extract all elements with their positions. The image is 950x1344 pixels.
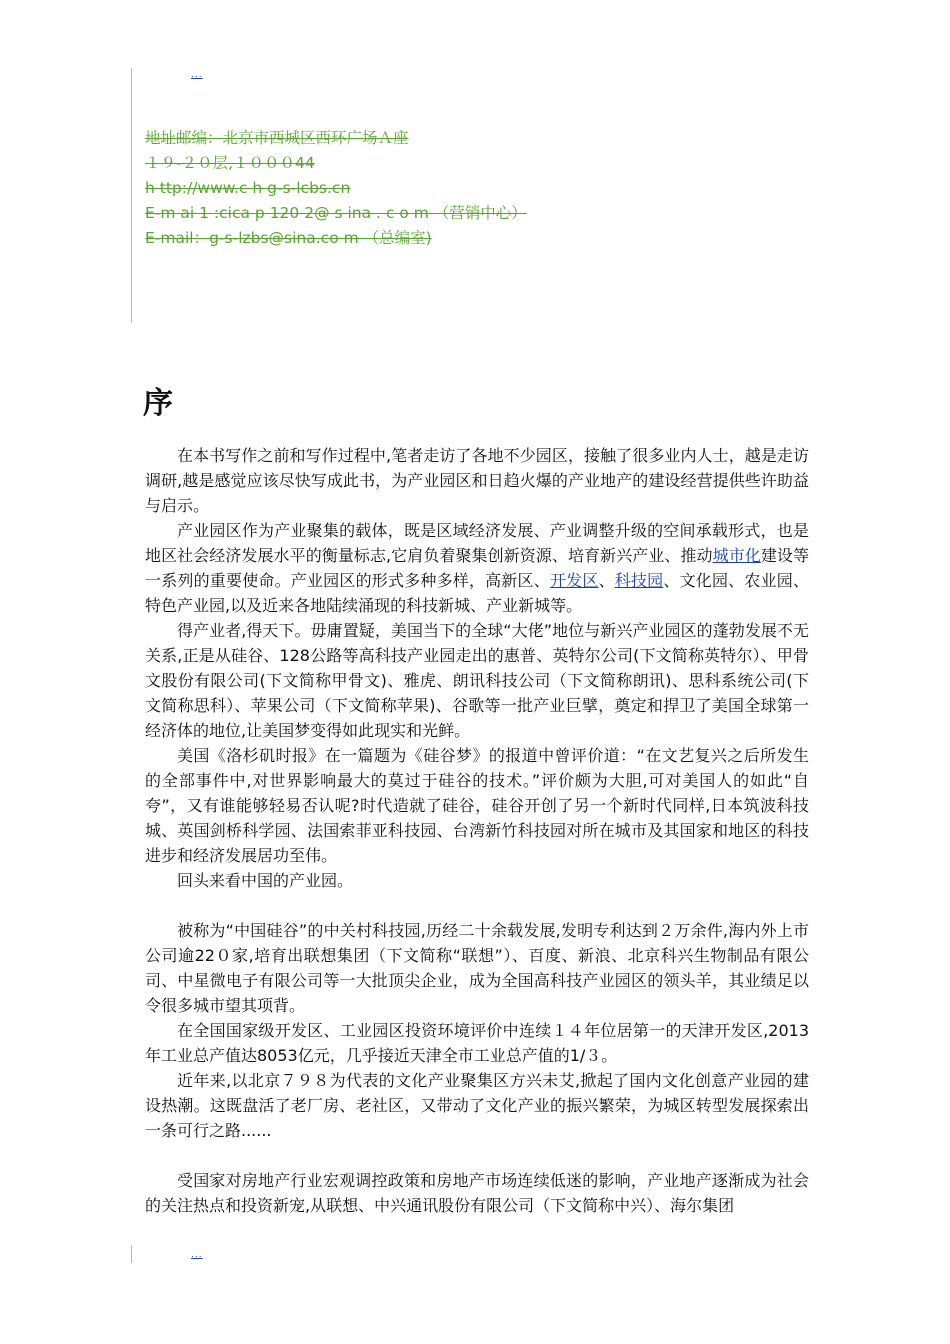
link-development-zone[interactable]: 开发区 [549, 571, 599, 590]
address-line: 地址邮编：北京市西城区西环广场Ａ座 [145, 129, 409, 147]
address-line: １９-２０层,１０００44 [145, 154, 315, 172]
paragraph: 受国家对房地产行业宏观调控政策和房地产市场连续低迷的影响，产业地产逐渐成为社会的关注热点和投资新宠,从联想、中兴通讯股份有限公司（下文简称中兴）、海尔集团 [145, 1171, 809, 1215]
address-line: E-m ai 1 :cica p 120 2@ s ina . c o m （营销中心） [145, 204, 527, 222]
paragraph: 得产业者,得天下。毋庸置疑，美国当下的全球“大佬”地位与新兴产业园区的蓬勃发展不无关系,正是从硅谷、128公路等高科技产业园走出的惠普、英特尔公司(下文简称英特尔）、甲骨文股份有限公司(下文简称甲骨文)、雅虎、朗讯科技公司（下文简称朗讯)、思科系统公司(下文简称思科）、苹果公司（下文简称苹果)、谷歌等一批产业巨擘，奠定和捍卫了美国全球第一经济体的地位,让美国梦变得如此现实和光鲜。 [145, 621, 809, 740]
header-mark: ... [191, 70, 203, 80]
paragraph-text: 建设等一系列的重要使命。产业园区的形式多种多样，高新区、 [145, 546, 809, 590]
paragraph [145, 518, 809, 618]
footer-mark: ... [191, 1250, 203, 1260]
address-line: h ttp://www.c h g-s-lcbs.cn [145, 179, 351, 197]
section-title: 序 [143, 386, 173, 421]
paragraph: 美国《洛杉矶时报》在一篇题为《硅谷梦》的报道中曾评价道：“在文艺复兴之后所发生的全部事件中,对世界影响最大的莫过于硅谷的技术。”评价颇为大胆,可对美国人的如此“自夸”，又有谁能够轻易否认呢?时代造就了硅谷，硅谷开创了另一个新时代同样,日本筑波科技城、英国剑桥科学园、法国索菲亚科技园、台湾新竹科技园对所在城市及其国家和地区的科技进步和经济发展居功至伟。 [145, 746, 809, 865]
paragraph-text: 、 [598, 571, 615, 590]
footer-margin-line [131, 1245, 132, 1263]
paragraph: 在本书写作之前和写作过程中,笔者走访了各地不少园区，接触了很多业内人士，越是走访调研,越是感觉应该尽快写成此书，为产业园区和日趋火爆的产业地产的建设经营提供些许助益与启示。 [145, 446, 809, 515]
paragraph: 回头来看中国的产业园。 [177, 871, 354, 890]
header-margin-line [131, 68, 132, 323]
paragraph-text: 产业园区作为产业聚集的载体，既是区域经济发展、产业调整升级的空间承载形式，也是地区社会经济发展水平的衡量标志,它肩负着聚集创新资源、培育新兴产业、推动 [145, 521, 809, 565]
address-line: E-mail：g-s-lzbs@sina.co m （总编室) [145, 229, 432, 247]
paragraph: 近年来,以北京７９８为代表的文化产业聚集区方兴未艾,掀起了国内文化创意产业园的建设热潮。这既盘活了老厂房、老社区，又带动了文化产业的振兴繁荣，为城区转型发展探索出一条可行之路...... [145, 1071, 809, 1140]
paragraph-text: 、文化园、农业园、特色产业园,以及近来各地陆续涌现的科技新城、产业新城等。 [145, 571, 809, 615]
link-urbanization[interactable]: 城市化 [712, 546, 761, 565]
body-text [145, 443, 809, 1218]
address-block [145, 126, 527, 251]
paragraph: 被称为“中国硅谷”的中关村科技园,历经二十余载发展,发明专利达到２万余件,海内外上市公司逾22０家,培育出联想集团（下文简称“联想”）、百度、新浪、北京科兴生物制品有限公司、中星微电子有限公司等一大批顶尖企业，成为全国高科技产业园区的领头羊，其业绩足以令很多城市望其项背。 [145, 921, 809, 1015]
paragraph: 在全国国家级开发区、工业园区投资环境评价中连续１４年位居第一的天津开发区,2013年工业总产值达8053亿元，几乎接近天津全市工业总产值的1/３。 [145, 1021, 809, 1065]
link-science-park[interactable]: 科技园 [614, 571, 664, 590]
